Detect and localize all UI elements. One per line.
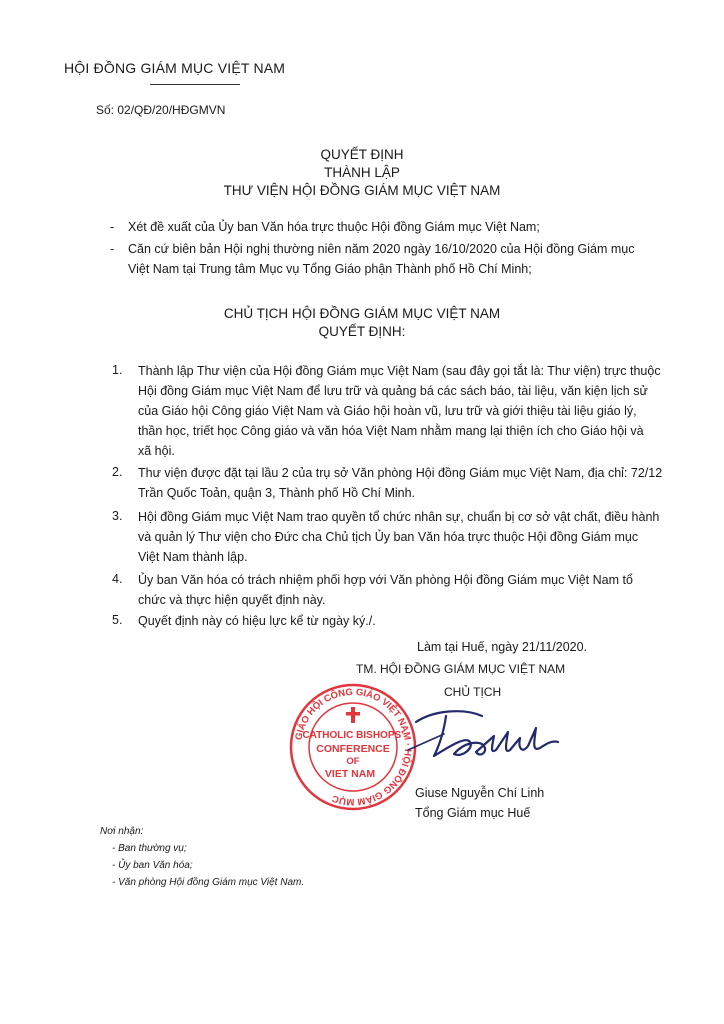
organization-header: HỘI ĐỒNG GIÁM MỤC VIỆT NAM: [64, 60, 286, 76]
article-1-line: xã hội.: [138, 444, 175, 458]
place-and-date: Làm tại Huế, ngày 21/11/2020.: [417, 640, 588, 654]
header-divider: [150, 84, 240, 85]
preamble-item-1: Xét đề xuất của Ủy ban Văn hóa trực thuộc Hội đồng Giám mục Việt Nam;: [128, 220, 540, 234]
article-1-line: Hội đồng Giám mục Việt Nam để lưu trữ và quảng bá các sách báo, tài liệu, văn kiện lịch sử: [138, 384, 648, 398]
decision-title: QUYẾT ĐỊNH: [320, 147, 404, 162]
on-behalf-of: TM. HỘI ĐỒNG GIÁM MỤC VIỆT NAM: [356, 662, 566, 676]
article-1-line: của Giáo hội Công giáo Việt Nam và Giáo hội hoàn vũ, lưu trữ và giới thiệu tài liệu giáo lý,: [138, 404, 637, 418]
signatory-title: Tổng Giám mục Huế: [415, 806, 531, 820]
article-2-line: Thư viện được đặt tại lầu 2 của trụ sở Văn phòng Hội đồng Giám mục Việt Nam, địa chỉ: 72/12: [138, 466, 663, 480]
bullet-dash: -: [110, 220, 115, 234]
decision-heading: THƯ VIỆN HỘI ĐỒNG GIÁM MỤC VIỆT NAM: [223, 183, 501, 198]
decides-heading: QUYẾT ĐỊNH:: [318, 324, 406, 339]
article-3-line: Việt Nam thành lập.: [138, 550, 248, 564]
article-4-line: Ủy ban Văn hóa có trách nhiệm phối hợp với Văn phòng Hội đồng Giám mục Việt Nam tổ: [138, 573, 633, 587]
decision-subtitle: THÀNH LẬP: [324, 165, 400, 180]
article-number: 4.: [112, 572, 123, 586]
preamble-item-2-line-2: Việt Nam tại Trung tâm Mục vụ Tổng Giáo phận Thành phố Hồ Chí Minh;: [128, 262, 532, 276]
seal-cross-icon: [346, 707, 360, 723]
seal-text-line-3: OF: [346, 756, 360, 767]
article-number: 3.: [112, 509, 123, 523]
recipient-item: - Ban thường vụ;: [112, 843, 187, 854]
handwritten-signature: [404, 700, 564, 770]
recipients-label: Nơi nhận:: [100, 826, 144, 837]
article-4-line: chức và thực hiện quyết định này.: [138, 593, 326, 607]
article-number: 5.: [112, 613, 123, 627]
article-3-line: và quản lý Thư viện cho Đức cha Chủ tịch Ủy ban Văn hóa trực thuộc Hội đồng Giám mục: [138, 530, 639, 544]
bullet-dash: -: [110, 242, 115, 256]
article-number: 1.: [112, 363, 123, 377]
preamble-item-2-line-1: Căn cứ biên bản Hội nghị thường niên năm 2020 ngày 16/10/2020 của Hội đồng Giám mục: [128, 242, 635, 256]
signatory-name: Giuse Nguyễn Chí Linh: [415, 786, 545, 800]
seal-outer-text: GIÁO HỘI CÔNG GIÁO VIỆT NAM · HỘI ĐỒNG GIÁM MỤC: [293, 686, 414, 808]
article-1-line: thần học, triết học Công giáo và văn hóa Việt Nam nhằm mang lại thiện ích cho Giáo hội và: [138, 424, 644, 438]
recipient-item: - Ủy ban Văn hóa;: [112, 860, 193, 871]
article-5-line: Quyết định này có hiệu lực kể từ ngày ký./.: [138, 614, 376, 628]
article-2-line: Trần Quốc Toản, quận 3, Thành phố Hồ Chí Minh.: [138, 486, 416, 500]
seal-text-line-4: VIET NAM: [324, 768, 376, 780]
seal-text-line-1: CATHOLIC BISHOPS': [302, 730, 404, 741]
recipient-item: - Văn phòng Hội đồng Giám mục Việt Nam.: [112, 877, 305, 888]
article-3-line: Hội đồng Giám mục Việt Nam trao quyền tổ chức nhân sự, chuẩn bị cơ sở vật chất, điều hành: [138, 510, 660, 524]
reference-number: Số: 02/QĐ/20/HĐGMVN: [96, 103, 226, 117]
article-1-line: Thành lập Thư viện của Hội đồng Giám mục Việt Nam (sau đây gọi tắt là: Thư viện) trực thuộc: [138, 364, 661, 378]
article-number: 2.: [112, 465, 123, 479]
official-seal: [288, 682, 418, 812]
president-heading: CHỦ TỊCH HỘI ĐỒNG GIÁM MỤC VIỆT NAM: [223, 306, 501, 321]
seal-text-line-2: CONFERENCE: [316, 743, 390, 755]
signatory-role: CHỦ TỊCH: [444, 685, 502, 699]
